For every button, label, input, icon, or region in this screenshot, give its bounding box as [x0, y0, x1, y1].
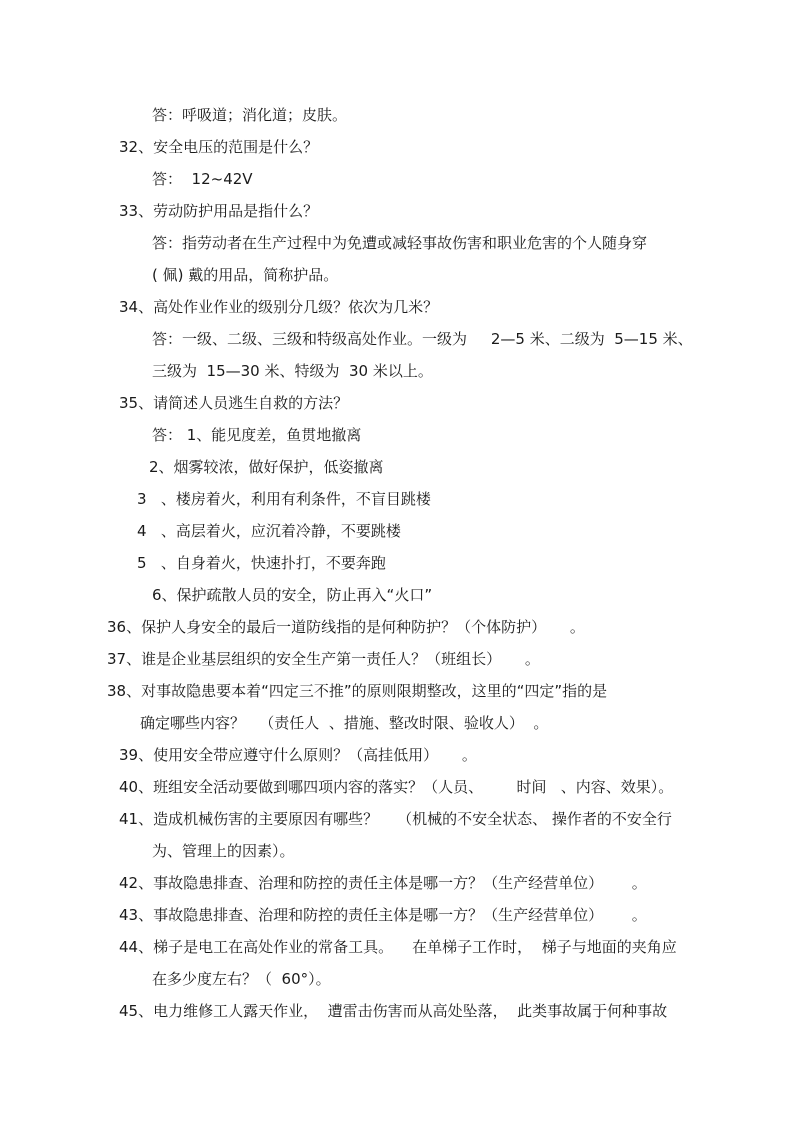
question-38-line-2: 确定哪些内容？ （责任人 、措施、整改时限、验收人） 。	[140, 714, 549, 732]
question-40: 40、班组安全活动要做到哪四项内容的落实？（人员、 时间 、内容、效果）。	[119, 778, 674, 796]
answer-35-item-2: 2、烟雾较浓，做好保护，低姿撤离	[149, 458, 384, 476]
question-44-line-2: 在多少度左右？（ 60°）。	[152, 970, 331, 988]
question-36: 36、保护人身安全的最后一道防线指的是何种防护？（个体防护） 。	[107, 618, 585, 636]
question-39: 39、使用安全带应遵守什么原则？（高挂低用） 。	[119, 746, 477, 764]
question-35: 35、请简述人员逃生自救的方法？	[119, 394, 349, 412]
question-34: 34、高处作业作业的级别分几级？依次为几米？	[119, 298, 439, 316]
question-37: 37、谁是企业基层组织的安全生产第一责任人？（班组长） 。	[107, 650, 540, 668]
answer-31: 答：呼吸道；消化道；皮肤。	[152, 106, 348, 124]
question-42: 42、事故隐患排查、治理和防控的责任主体是哪一方？（生产经营单位） 。	[119, 874, 647, 892]
answer-32: 答： 12~42V	[152, 170, 253, 188]
question-41-line-2: 为、管理上的因素）。	[152, 842, 295, 860]
question-45: 45、电力维修工人露天作业， 遭雷击伤害而从高处坠落， 此类事故属于何种事故	[119, 1002, 668, 1020]
answer-33-line-2: ( 佩) 戴的用品，简称护品。	[152, 266, 339, 284]
question-41-line-1: 41、造成机械伤害的主要原因有哪些？ （机械的不安全状态、 操作者的不安全行	[119, 810, 672, 828]
answer-35-item-4: 4 、高层着火，应沉着冷静，不要跳楼	[137, 522, 401, 540]
question-43: 43、事故隐患排查、治理和防控的责任主体是哪一方？（生产经营单位） 。	[119, 906, 647, 924]
answer-35-item-6: 6、保护疏散人员的安全，防止再入“火口”	[152, 586, 433, 604]
answer-35-item-1: 答： 1、能见度差，鱼贯地撤离	[152, 426, 362, 444]
answer-34-line-1: 答：一级、二级、三级和特级高处作业。一级为 2—5 米、二级为 5—15 米、	[152, 330, 693, 348]
answer-35-item-3: 3 、楼房着火，利用有利条件，不盲目跳楼	[137, 490, 431, 508]
question-44-line-1: 44、梯子是电工在高处作业的常备工具。 在单梯子工作时， 梯子与地面的夹角应	[119, 938, 677, 956]
question-32: 32、安全电压的范围是什么？	[119, 138, 319, 156]
question-38-line-1: 38、对事故隐患要本着“四定三不推”的原则限期整改，这里的“四定”指的是	[107, 682, 608, 700]
question-33: 33、劳动防护用品是指什么？	[119, 202, 319, 220]
answer-35-item-5: 5 、自身着火，快速扑打，不要奔跑	[137, 554, 386, 572]
answer-34-line-2: 三级为 15—30 米、特级为 30 米以上。	[152, 362, 433, 380]
answer-33-line-1: 答：指劳动者在生产过程中为免遭或减轻事故伤害和职业危害的个人随身穿	[152, 234, 648, 252]
